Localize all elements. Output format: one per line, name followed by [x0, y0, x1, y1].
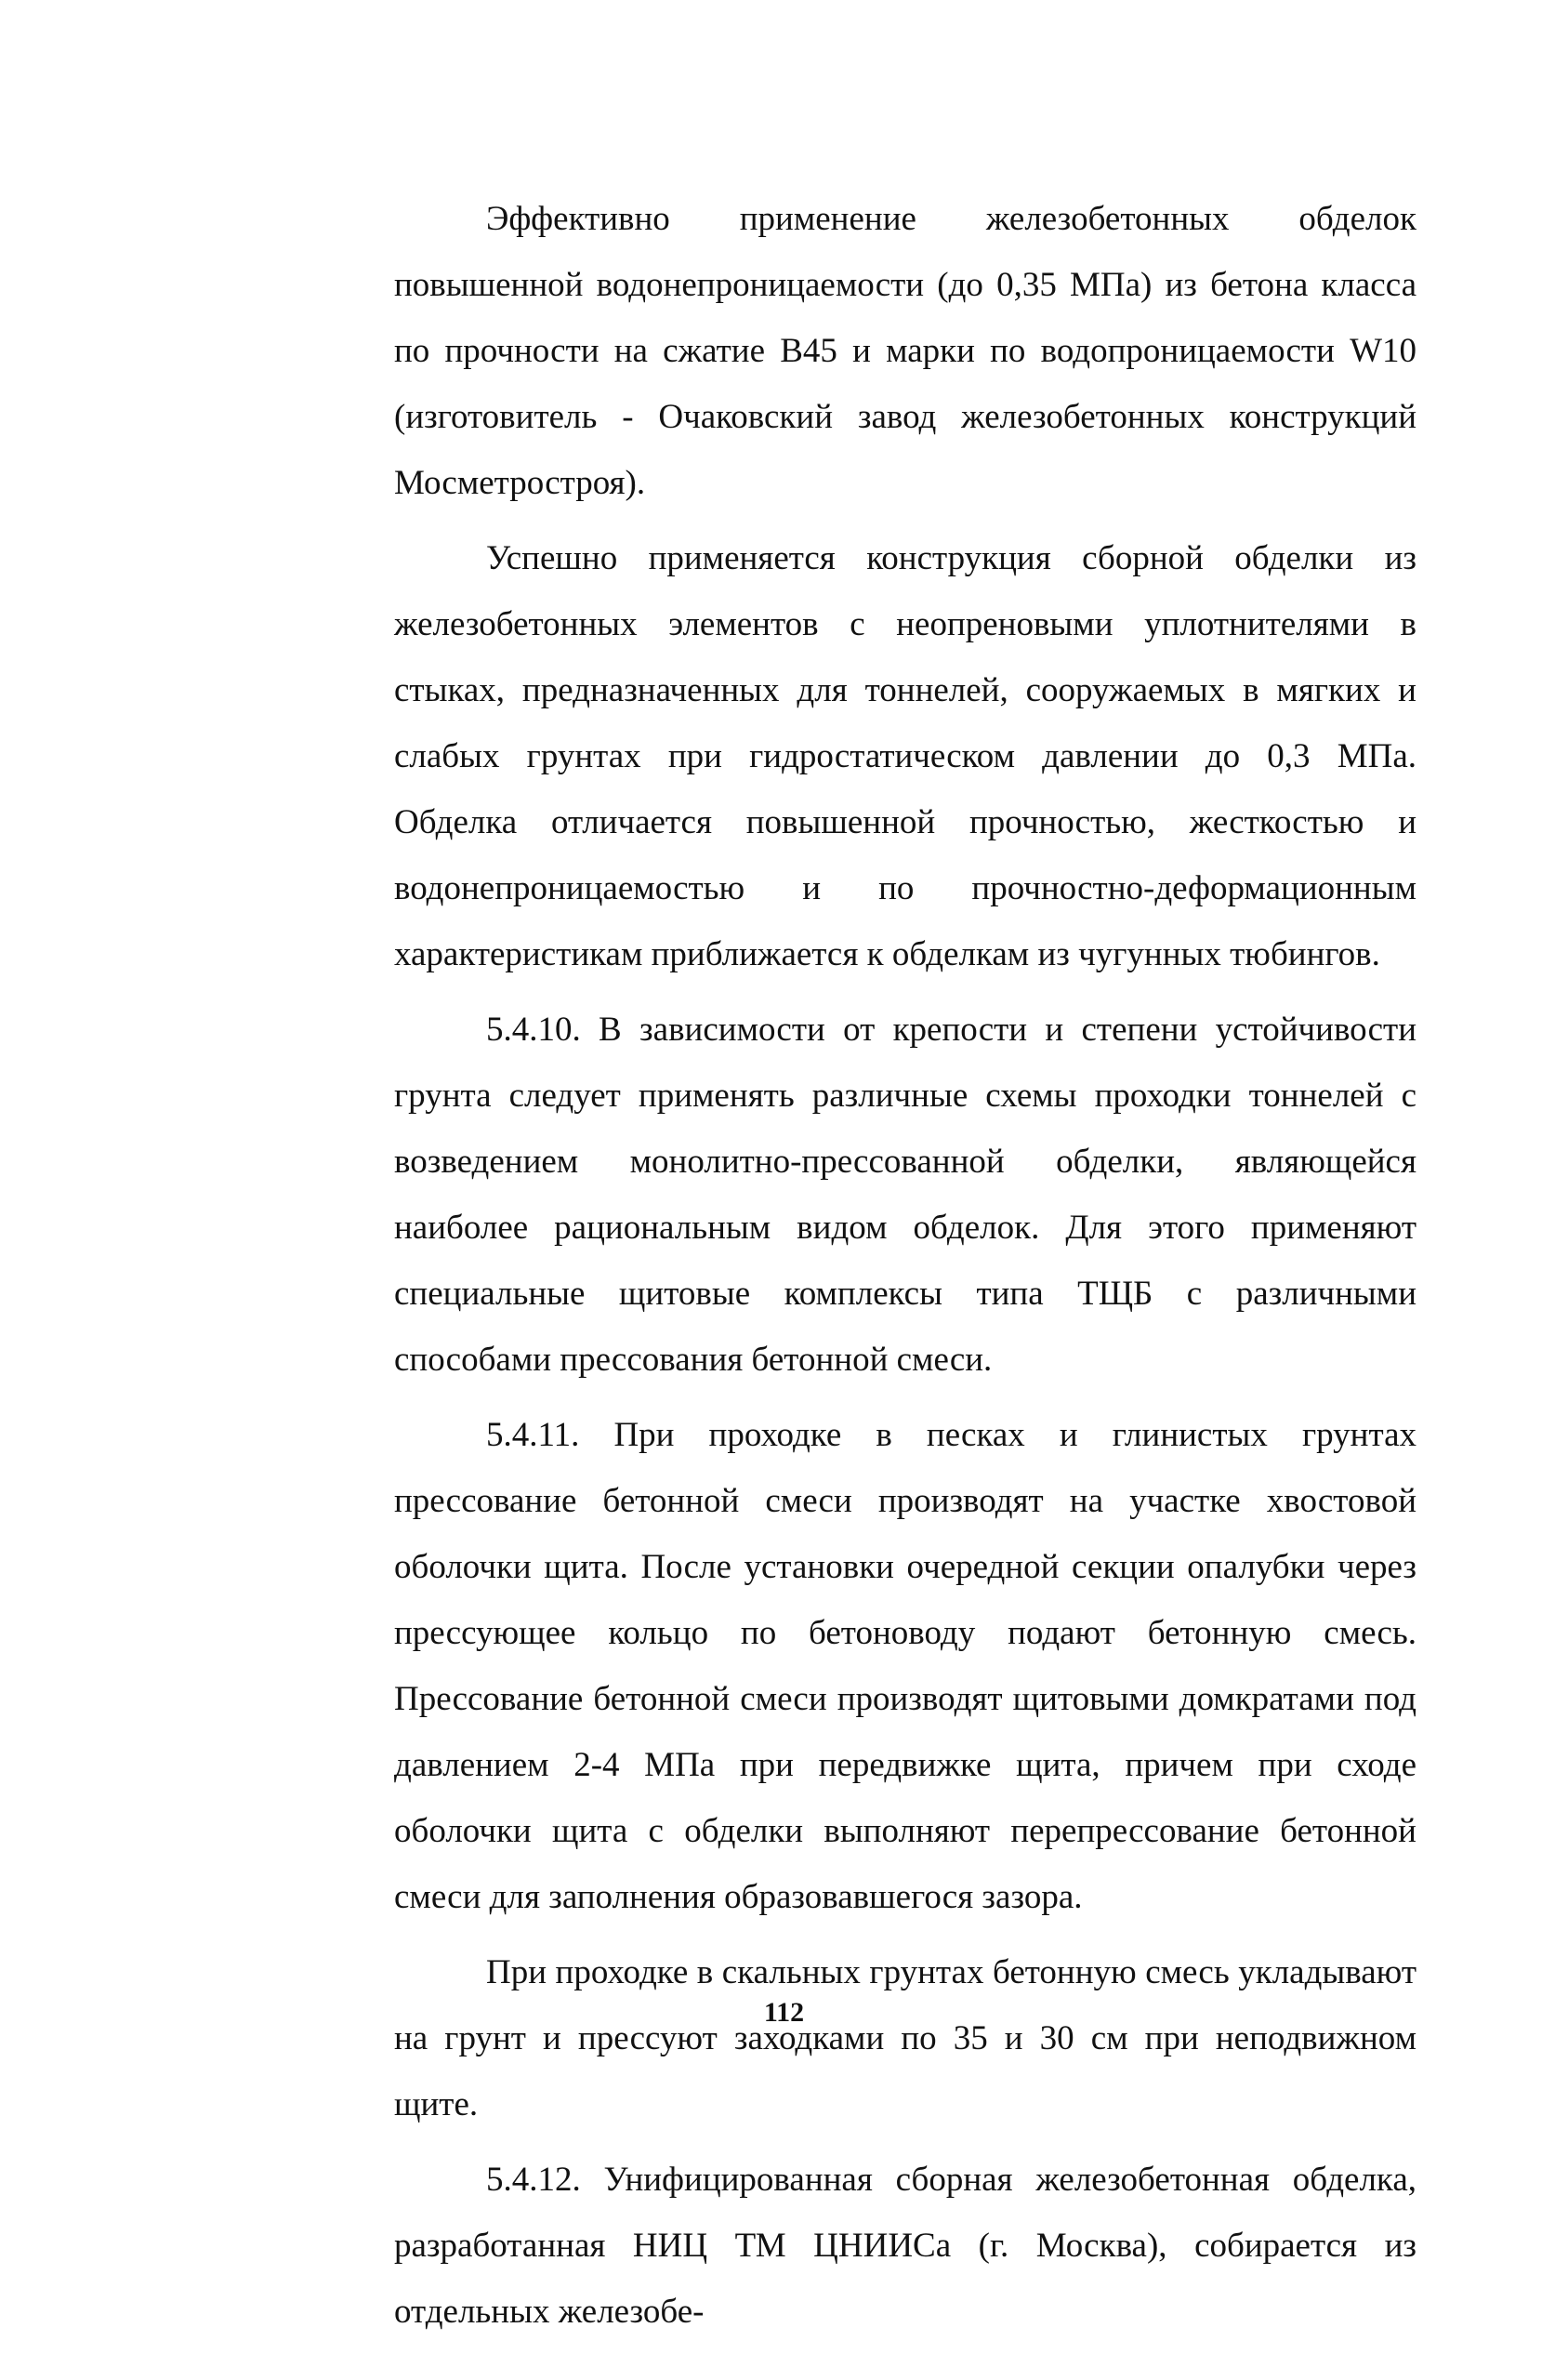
paragraph-rock-ground: При проходке в скальных грунтах бетонную смесь укладывают на грунт и прессуют заходками по 35 и 30 см при неподвижном щите. [394, 1953, 1416, 2123]
page-number: 112 [763, 1997, 805, 2028]
paragraph-waterproof-lining: Эффективно применение железобетонных обделок повышенной водонепроницаемости (до 0,35 МПа) из бетона класса по прочности на сжатие В45 и марки по водопроницаемости W10 (изготовитель - Очаковский завод железобетонных конструкций Мосметростроя). [394, 200, 1416, 502]
paragraph-5-4-10: 5.4.10. В зависимости от крепости и степени устойчивости грунта следует применять различные схемы проходки тоннелей с возведением монолитно-прессованной обделки, являющейся наиболее рациональным видом обделок. Для этого применяют специальные щитовые комплексы типа ТЩБ с различными способами прессования бетонной смеси. [394, 1011, 1416, 1379]
paragraph-neoprene-seals: Успешно применяется конструкция сборной обделки из железобетонных элементов с неопреновыми уплотнителями в стыках, предназначенных для тоннелей, сооружаемых в мягких и слабых грунтах при гидростатическом давлении до 0,3 МПа. Обделка отличается повышенной прочностью, жесткостью и водонепроницаемостью и по прочностно-деформационным характеристикам приближается к обделкам из чугунных тюбингов. [394, 539, 1416, 973]
paragraph-5-4-11: 5.4.11. При проходке в песках и глинистых грунтах прессование бетонной смеси производят на участке хвостовой оболочки щита. После установки очередной секции опалубки через прессующее кольцо по бетоноводу подают бетонную смесь. Прессование бетонной смеси производят щитовыми домкратами под давлением 2-4 МПа при передвижке щита, причем при сходе оболочки щита с обделки выполняют перепрессование бетонной смеси для заполнения образовавшегося зазора. [394, 1416, 1416, 1916]
paragraph-5-4-12: 5.4.12. Унифицированная сборная железобетонная обделка, разработанная НИЦ ТМ ЦНИИСа (г. Москва), собирается из отдельных железобе- [394, 2161, 1416, 2331]
page-body [394, 186, 1416, 2354]
